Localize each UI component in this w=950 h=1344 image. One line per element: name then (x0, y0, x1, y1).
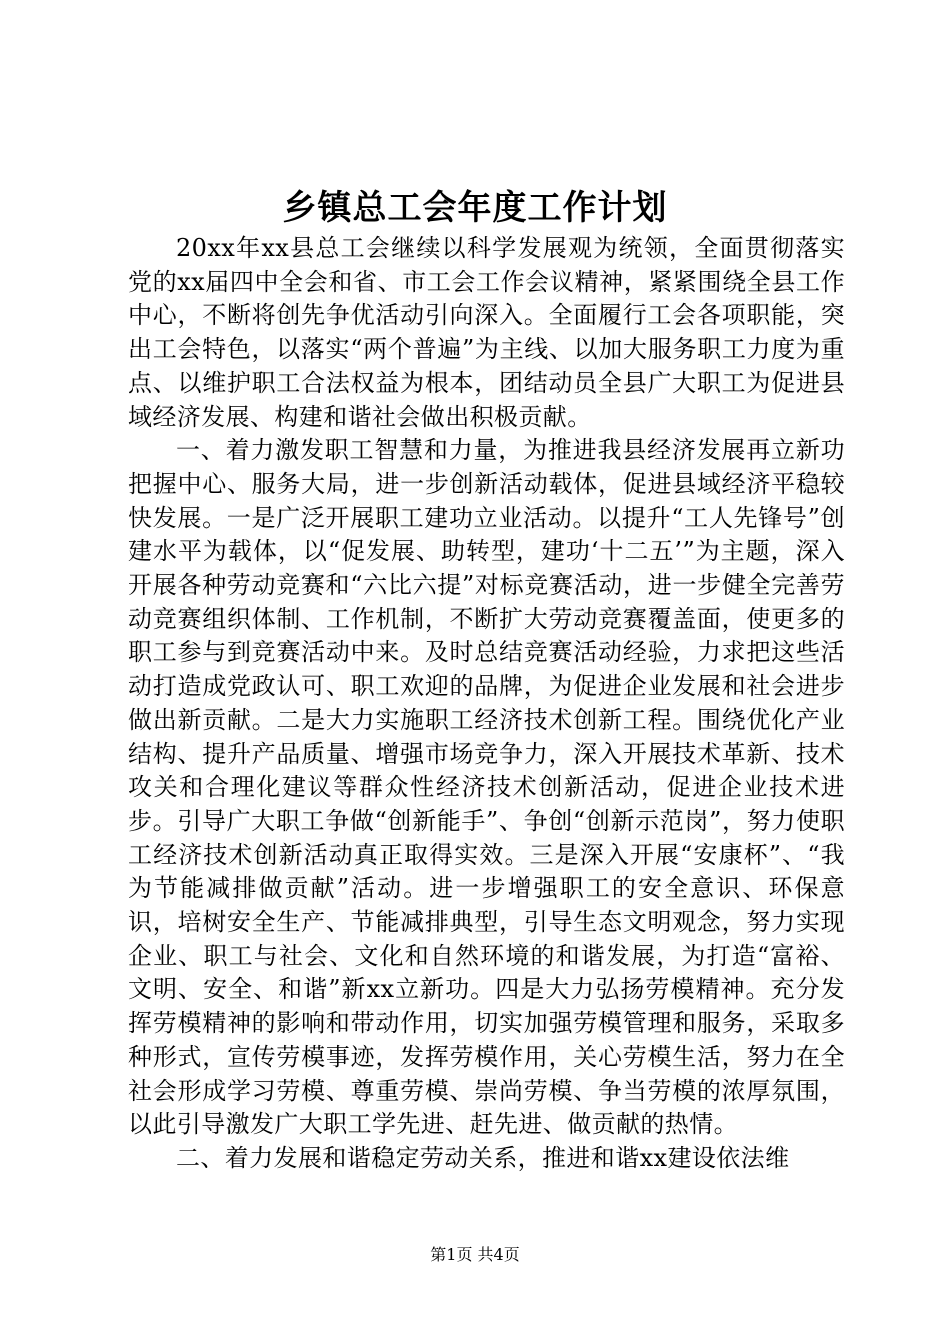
page-footer: 第1页 共4页 (430, 1245, 520, 1264)
document-title: 乡镇总工会年度工作计划 (282, 188, 668, 228)
document-body (128, 232, 845, 1176)
paragraph-intro: 20xx年xx县总工会继续以科学发展观为统领，全面贯彻落实党的xx届四中全会和省、市工会工作会议精神，紧紧围绕全县工作中心，不断将创先争优活动引向深入。全面履行工会各项职能，突出工会特色，以落实“两个普遍”为主线、以加大服务职工力度为重点、以维护职工合法权益为根本，团结动员全县广大职工为促进县域经济发展、构建和谐社会做出积极贡献。 (128, 234, 845, 431)
paragraph-section-1: 一、着力激发职工智慧和力量，为推进我县经济发展再立新功把握中心、服务大局，进一步创新活动载体，促进县域经济平稳较快发展。一是广泛开展职工建功立业活动。以提升“工人先锋号”创建水平为载体，以“促发展、助转型，建功‘十二五’”为主题，深入开展各种劳动竞赛和“六比六提”对标竞赛活动，进一步健全完善劳动竞赛组织体制、工作机制，不断扩大劳动竞赛覆盖面，使更多的职工参与到竞赛活动中来。及时总结竞赛活动经验，力求把这些活动打造成党政认可、职工欢迎的品牌，为促进企业发展和社会进步做出新贡献。二是大力实施职工经济技术创新工程。围绕优化产业结构、提升产品质量、增强市场竞争力，深入开展技术革新、技术攻关和合理化建议等群众性经济技术创新活动，促进企业技术进步。引导广大职工争做“创新能手”、争创“创新示范岗”，努力使职工经济技术创新活动真正取得实效。三是深入开展“安康杯”、“我为节能减排做贡献”活动。进一步增强职工的安全意识、环保意识，培树安全生产、节能减排典型，引导生态文明观念，努力实现企业、职工与社会、文化和自然环境的和谐发展，为打造“富裕、文明、安全、和谐”新xx立新功。四是大力弘扬劳模精神。充分发挥劳模精神的影响和带动作用，切实加强劳模管理和服务，采取多种形式，宣传劳模事迹，发挥劳模作用，关心劳模生活，努力在全社会形成学习劳模、尊重劳模、崇尚劳模、争当劳模的浓厚氛围，以此引导激发广大职工学先进、赶先进、做贡献的热情。 (128, 436, 845, 1139)
paragraph-section-2: 二、着力发展和谐稳定劳动关系，推进和谐xx建设依法维 (176, 1143, 790, 1172)
